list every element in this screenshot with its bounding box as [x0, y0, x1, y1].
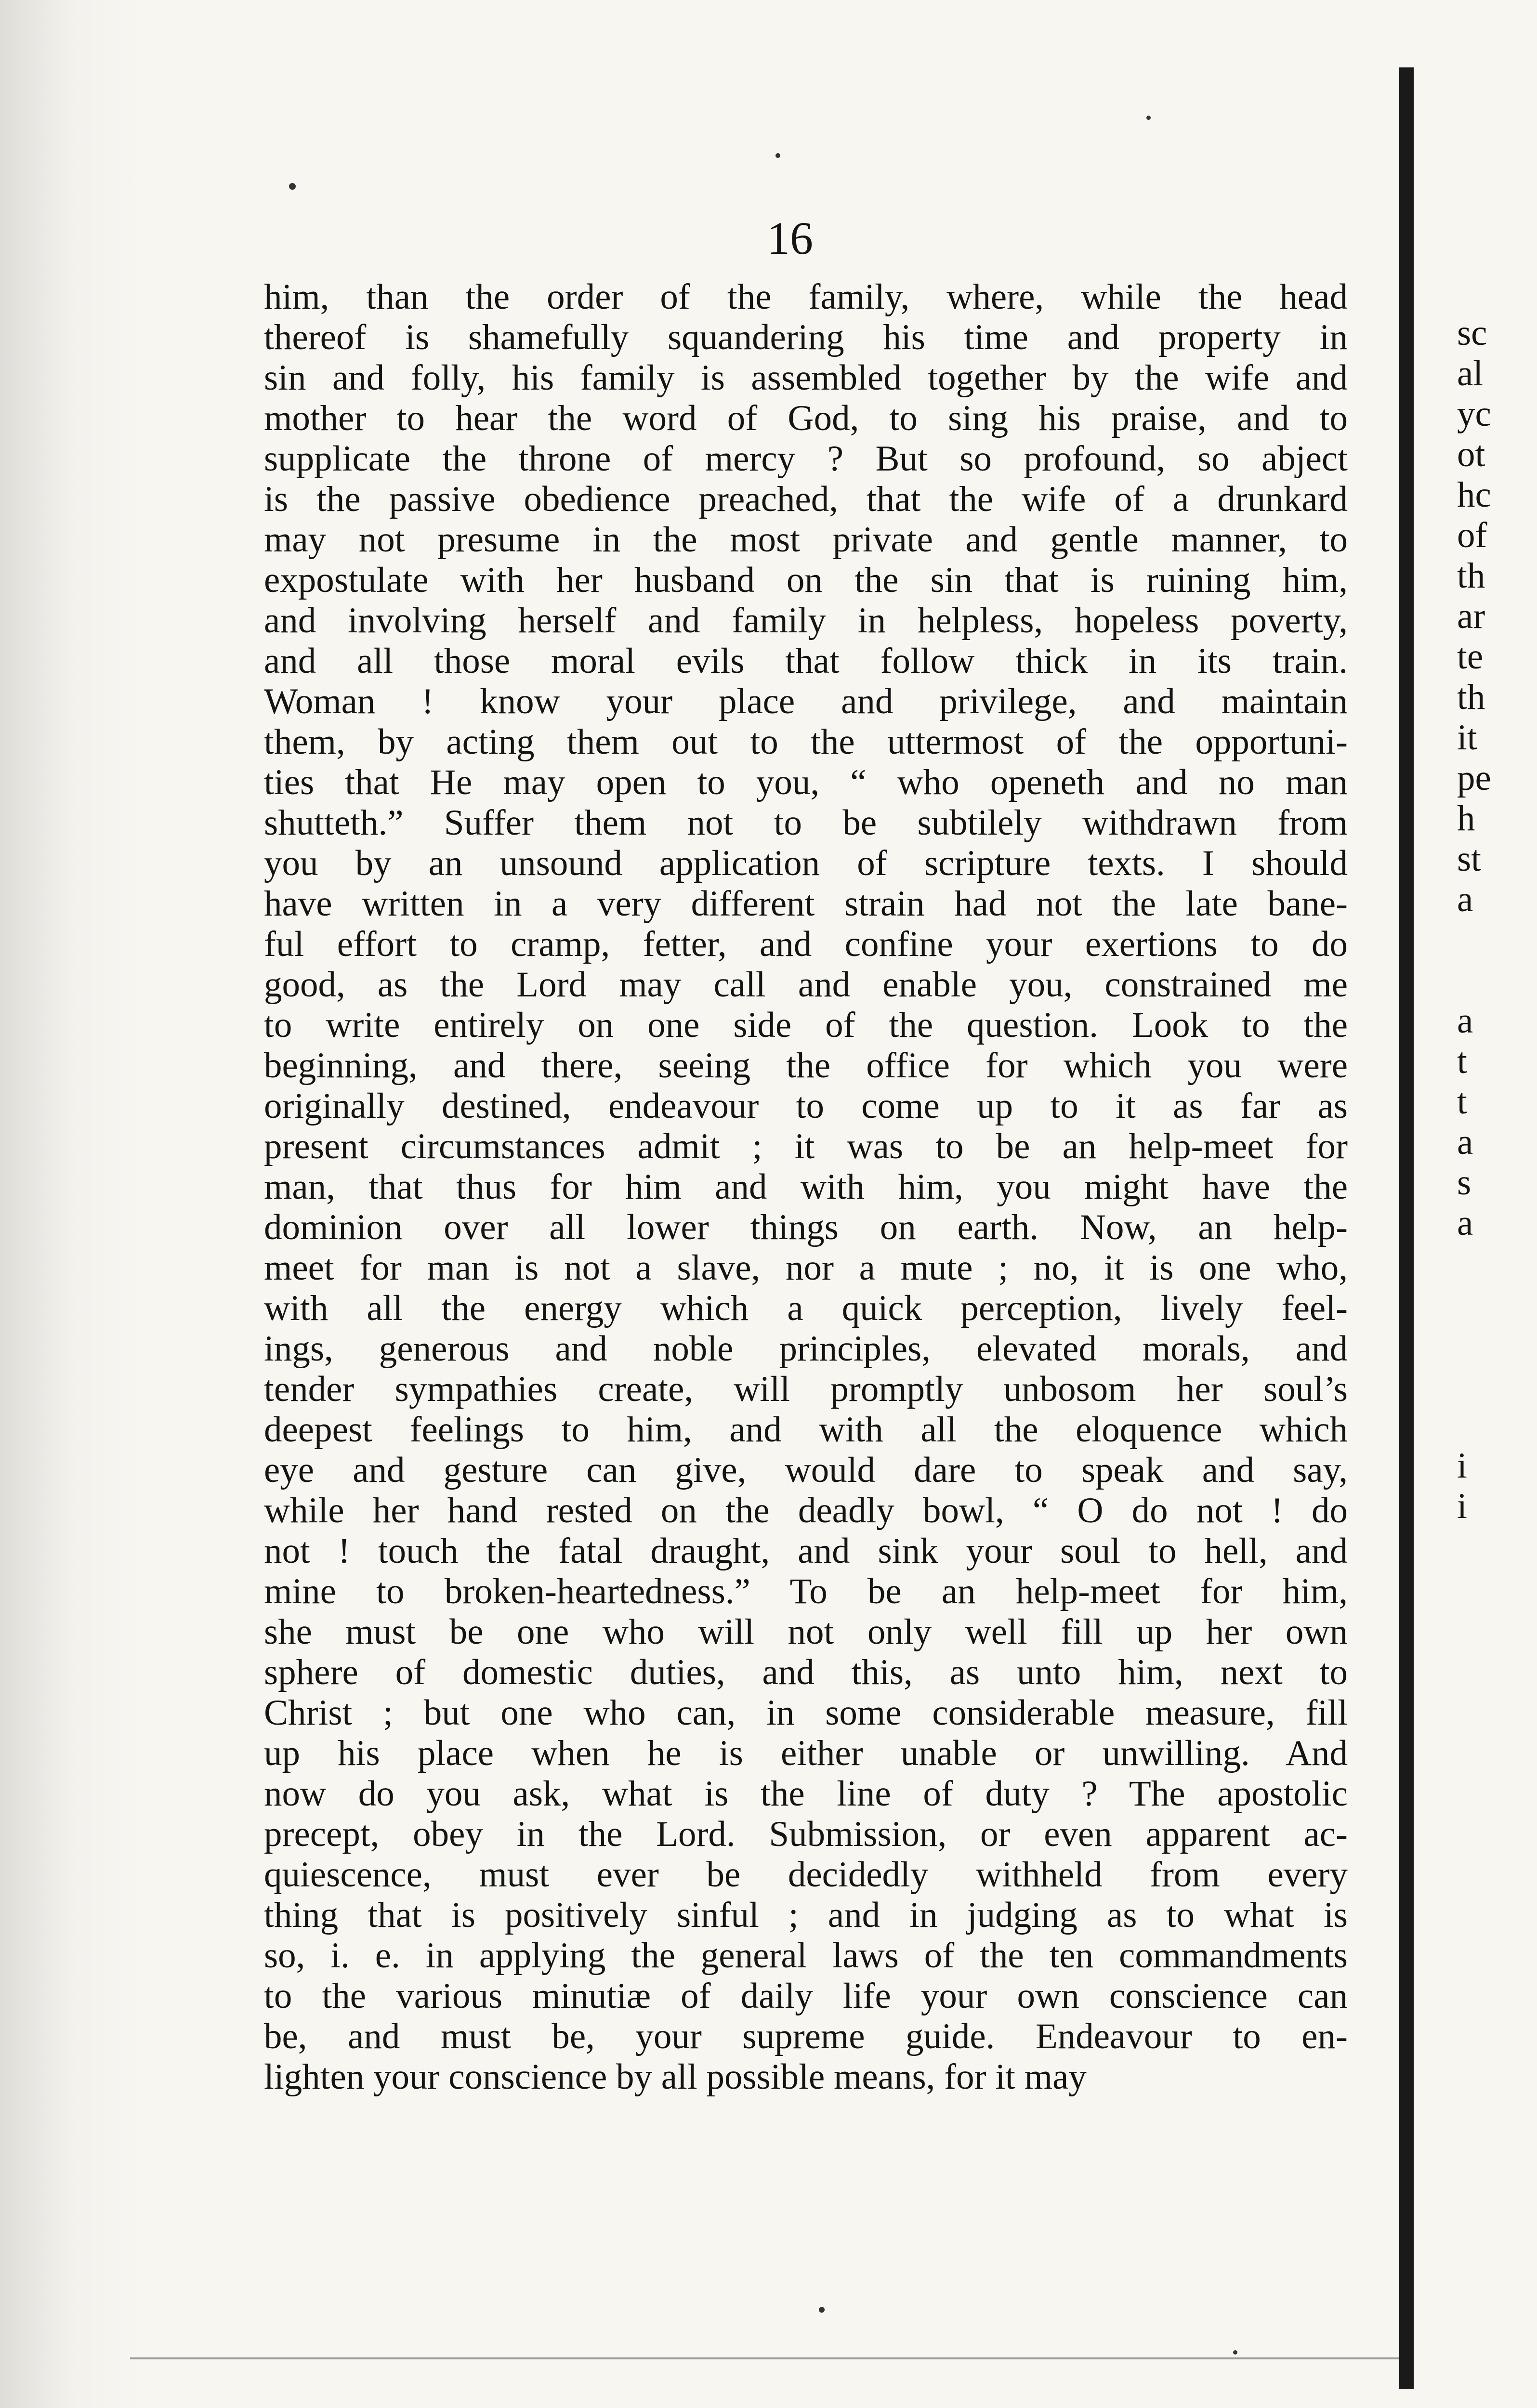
- margin-fragment: th: [1457, 556, 1485, 596]
- text-line: now do you ask, what is the line of duty ? The apostolic: [264, 1774, 1348, 1814]
- text-line: them, by acting them out to the uttermost of the opportuni-: [264, 722, 1348, 762]
- text-line: be, and must be, your supreme guide. Endeavour to en-: [264, 2016, 1348, 2056]
- text-line: beginning, and there, seeing the office for which you were: [264, 1046, 1348, 1086]
- margin-fragment: of: [1457, 515, 1487, 555]
- text-line: man, that thus for him and with him, you might have the: [264, 1167, 1348, 1207]
- text-line: and involving herself and family in helpless, hopeless poverty,: [264, 601, 1348, 641]
- margin-fragment: pe: [1457, 758, 1491, 798]
- text-line: with all the energy which a quick perception, lively feel-: [264, 1288, 1348, 1328]
- text-line: sin and folly, his family is assembled together by the wife and: [264, 358, 1348, 398]
- text-line: Christ ; but one who can, in some considerable measure, fill: [264, 1693, 1348, 1733]
- margin-fragment: [1457, 960, 1534, 1001]
- margin-fragment: h: [1457, 798, 1475, 838]
- ink-speck: [819, 2307, 825, 2313]
- margin-fragment: sc: [1457, 313, 1487, 353]
- margin-fragment: st: [1457, 839, 1482, 879]
- margin-fragment: [1457, 920, 1534, 960]
- margin-fragment: i: [1457, 1486, 1467, 1526]
- text-line: meet for man is not a slave, nor a mute ; no, it is one who,: [264, 1248, 1348, 1288]
- text-line: ings, generous and noble principles, elevated morals, and: [264, 1329, 1348, 1369]
- text-line: ties that He may open to you, “ who openeth and no man: [264, 762, 1348, 802]
- margin-fragment: i: [1457, 1446, 1467, 1486]
- margin-fragment: te: [1457, 637, 1484, 677]
- ink-speck: [775, 153, 780, 158]
- text-line: while her hand rested on the deadly bowl, “ O do not ! do: [264, 1491, 1348, 1531]
- text-line: expostulate with her husband on the sin that is ruining him,: [264, 560, 1348, 600]
- text-line: Woman ! know your place and privilege, and maintain: [264, 681, 1348, 721]
- body-text: [264, 277, 1348, 2097]
- text-line: lighten your conscience by all possible means, for it may: [264, 2057, 1087, 2097]
- text-line: supplicate the throne of mercy ? But so profound, so abject: [264, 439, 1348, 479]
- text-line: tender sympathies create, will promptly unbosom her soul’s: [264, 1369, 1348, 1409]
- text-line: so, i. e. in applying the general laws of the ten commandments: [264, 1936, 1348, 1976]
- margin-fragment: yc: [1457, 394, 1491, 434]
- ink-speck: [289, 183, 296, 190]
- text-line: thing that is positively sinful ; and in judging as to what is: [264, 1895, 1348, 1935]
- text-line: him, than the order of the family, where, while the head: [264, 277, 1348, 317]
- text-line: dominion over all lower things on earth. Now, an help-: [264, 1207, 1348, 1247]
- binding-gutter: [1399, 67, 1414, 2389]
- margin-fragment: [1457, 1324, 1534, 1365]
- margin-fragment: it: [1457, 718, 1477, 758]
- margin-fragment: s: [1457, 1163, 1471, 1203]
- adjacent-page-fragments: [1457, 313, 1534, 1527]
- ink-speck: [1146, 116, 1151, 120]
- text-line: good, as the Lord may call and enable you, constrained me: [264, 965, 1348, 1005]
- margin-fragment: [1457, 1365, 1534, 1405]
- text-line: to write entirely on one side of the question. Look to the: [264, 1005, 1348, 1045]
- text-line: mother to hear the word of God, to sing his praise, and to: [264, 398, 1348, 438]
- bottom-rule: [130, 2357, 1399, 2359]
- margin-fragment: t: [1457, 1082, 1467, 1122]
- text-line: sphere of domestic duties, and this, as unto him, next to: [264, 1652, 1348, 1692]
- margin-fragment: ot: [1457, 434, 1485, 474]
- margin-fragment: a: [1457, 1203, 1473, 1243]
- text-line: shutteth.” Suffer them not to be subtilely withdrawn from: [264, 803, 1348, 843]
- margin-fragment: hc: [1457, 475, 1491, 515]
- margin-fragment: [1457, 1284, 1534, 1324]
- text-line: eye and gesture can give, would dare to speak and say,: [264, 1450, 1348, 1490]
- text-line: not ! touch the fatal draught, and sink your soul to hell, and: [264, 1531, 1348, 1571]
- text-line: originally destined, endeavour to come up to it as far as: [264, 1086, 1348, 1126]
- margin-fragment: a: [1457, 879, 1473, 919]
- margin-fragment: a: [1457, 1001, 1473, 1041]
- text-line: up his place when he is either unable or unwilling. And: [264, 1733, 1348, 1773]
- margin-fragment: [1457, 1405, 1534, 1446]
- text-line: may not presume in the most private and gentle manner, to: [264, 520, 1348, 560]
- text-line: have written in a very different strain had not the late bane-: [264, 884, 1348, 924]
- text-line: precept, obey in the Lord. Submission, or even apparent ac-: [264, 1814, 1348, 1854]
- text-line: to the various minutiæ of daily life your own conscience can: [264, 1976, 1348, 2016]
- page-number: 16: [767, 212, 813, 264]
- margin-fragment: a: [1457, 1122, 1473, 1162]
- text-line: present circumstances admit ; it was to be an help-meet for: [264, 1126, 1348, 1166]
- text-line: thereof is shamefully squandering his time and property in: [264, 317, 1348, 357]
- text-line: and all those moral evils that follow thick in its train.: [264, 641, 1348, 681]
- ink-speck: [1233, 2350, 1237, 2355]
- text-line: she must be one who will not only well fill up her own: [264, 1612, 1348, 1652]
- margin-fragment: th: [1457, 677, 1485, 717]
- margin-fragment: t: [1457, 1041, 1467, 1081]
- text-line: you by an unsound application of scripture texts. I should: [264, 843, 1348, 883]
- text-line: ful effort to cramp, fetter, and confine your exertions to do: [264, 924, 1348, 964]
- margin-fragment: ar: [1457, 596, 1485, 636]
- margin-fragment: al: [1457, 353, 1484, 393]
- page-shadow-edge: [0, 0, 145, 2408]
- text-line: is the passive obedience preached, that the wife of a drunkard: [264, 479, 1348, 519]
- margin-fragment: [1457, 1243, 1534, 1284]
- text-line: quiescence, must ever be decidedly withheld from every: [264, 1855, 1348, 1895]
- text-line: mine to broken-heartedness.” To be an help-meet for him,: [264, 1571, 1348, 1611]
- text-line: deepest feelings to him, and with all the eloquence which: [264, 1410, 1348, 1450]
